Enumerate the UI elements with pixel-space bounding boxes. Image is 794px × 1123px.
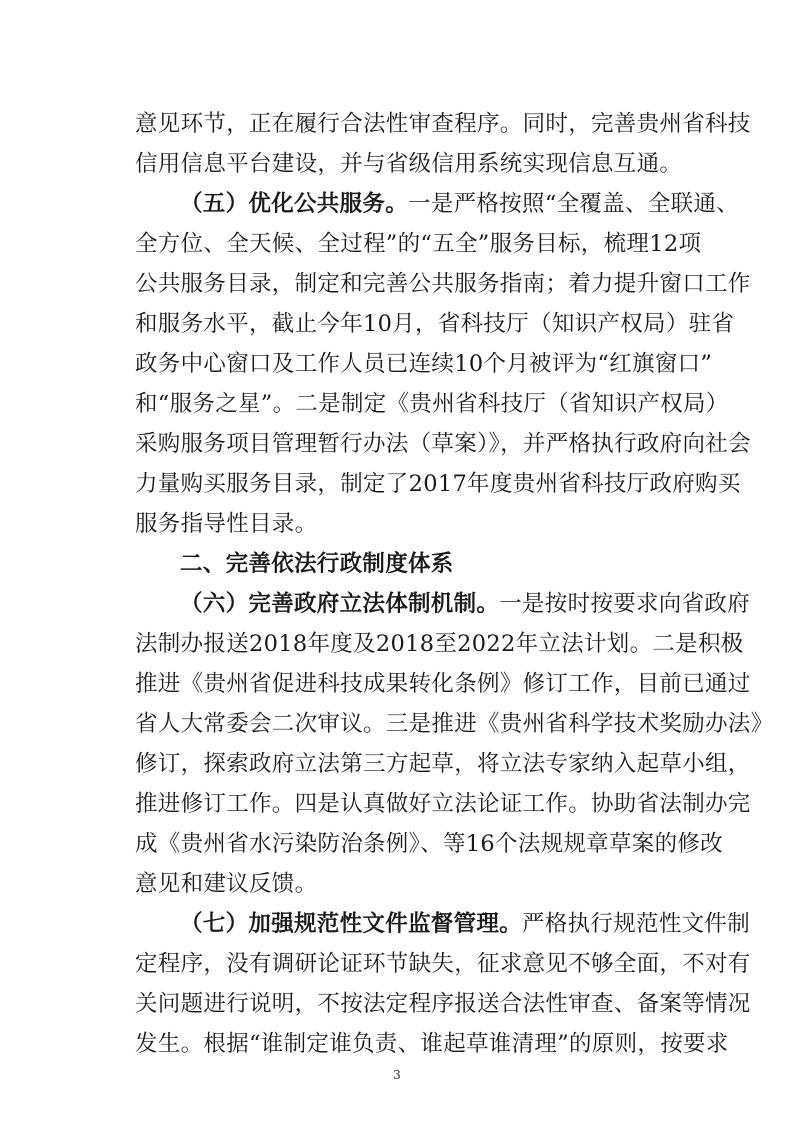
paragraph-2-heading: （五）优化公共服务。 xyxy=(180,191,409,217)
paragraph-2-line-2: 全方位、全天候、全过程”的“五全”服务目标，梳理12项 xyxy=(135,231,702,257)
paragraph-3-line-1 xyxy=(180,584,751,624)
paragraph-3-line-3: 推进《贵州省促进科技成果转化条例》修订工作，目前已通过 xyxy=(135,671,751,697)
paragraph-3-line-7: 成《贵州省水污染防治条例》、等16个法规规章草案的修改 xyxy=(135,831,723,857)
paragraph-3-heading: （六）完善政府立法体制机制。 xyxy=(180,591,500,617)
paragraph-4-text: 严格执行规范性文件制 xyxy=(522,911,751,937)
paragraph-2-line-7: 采购服务项目管理暂行办法（草案）》，并严格执行政府向社会 xyxy=(135,431,751,457)
paragraph-2-text: 一是严格按照“全覆盖、全联通、 xyxy=(408,191,740,217)
paragraph-2-line-8: 力量购买服务目录，制定了2017年度贵州省科技厅政府购买 xyxy=(135,471,741,497)
paragraph-3-line-5: 修订，探索政府立法第三方起草，将立法专家纳入起草小组， xyxy=(135,751,751,777)
page-number: 3 xyxy=(393,1068,401,1082)
paragraph-4-line-3: 关问题进行说明，不按法定程序报送合法性审查、备案等情况 xyxy=(135,991,751,1017)
paragraph-4-line-2: 定程序，没有调研论证环节缺失，征求意见不够全面，不对有 xyxy=(135,951,751,977)
paragraph-2-line-6: 和“服务之星”。二是制定《贵州省科技厅（省知识产权局） xyxy=(135,391,729,417)
paragraph-4-line-1 xyxy=(180,904,751,944)
paragraph-1-line-1: 意见环节，正在履行合法性审查程序。同时，完善贵州省科技 xyxy=(135,111,751,137)
paragraph-3-line-4: 省人大常委会二次审议。三是推进《贵州省科学技术奖励办法》 xyxy=(135,711,774,737)
paragraph-3-line-6: 推进修订工作。四是认真做好立法论证工作。协助省法制办完 xyxy=(135,791,751,817)
paragraph-1-line-2: 信用信息平台建设，并与省级信用系统实现信息互通。 xyxy=(135,151,683,177)
paragraph-2-line-4: 和服务水平，截止今年10月，省科技厅（知识产权局）驻省 xyxy=(135,311,735,337)
paragraph-2-line-3: 公共服务目录，制定和完善公共服务指南；着力提升窗口工作 xyxy=(135,271,751,297)
paragraph-2-line-9: 服务指导性目录。 xyxy=(135,511,318,537)
paragraph-4-line-4: 发生。根据“谁制定谁负责、谁起草谁清理”的原则，按要求 xyxy=(135,1031,729,1057)
paragraph-2-line-5: 政务中心窗口及工作人员已连续10个月被评为“红旗窗口” xyxy=(135,351,713,377)
paragraph-3-line-8: 意见和建议反馈。 xyxy=(135,871,318,897)
section-heading: 二、完善依法行政制度体系 xyxy=(180,551,454,577)
paragraph-3-text: 一是按时按要求向省政府 xyxy=(499,591,751,617)
paragraph-2-line-1 xyxy=(180,184,740,224)
paragraph-3-line-2: 法制办报送2018年度及2018至2022年立法计划。二是积极 xyxy=(135,631,744,657)
paragraph-4-heading: （七）加强规范性文件监督管理。 xyxy=(180,911,523,937)
